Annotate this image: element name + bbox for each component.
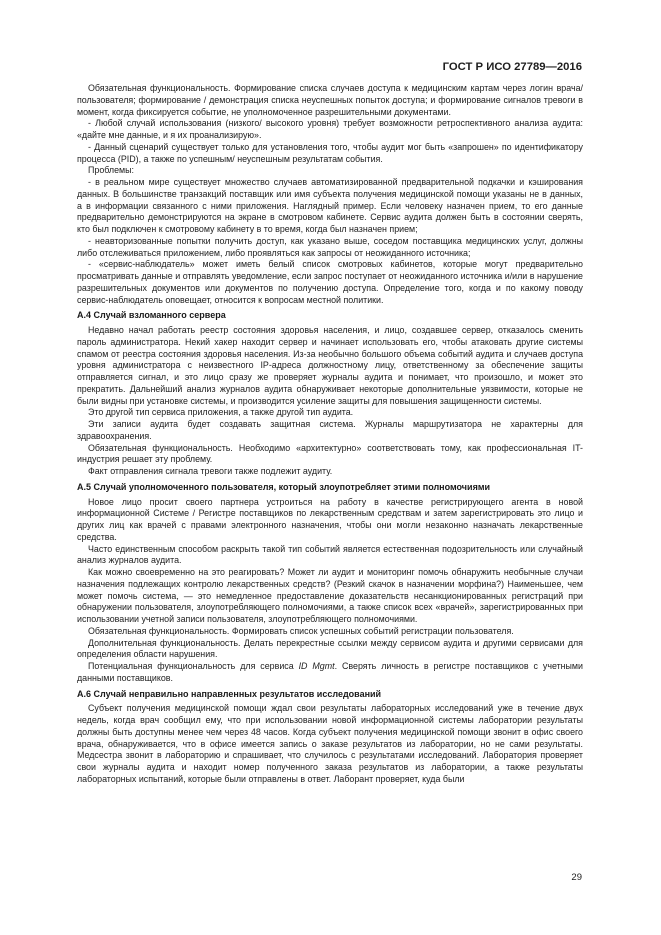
paragraph: Как можно своевременно на это реагировать? Может ли аудит и мониторинг помочь обнаружить необычные случаи назначения подлежащих контролю лекарственных средств? (Резкий скачок в назначении морфина?) Наименьшее, чем может помочь система, — это немедленное предоставление доказательств несанкционированных регистраций при обнаружении пользователя, злоупотребляющего полномочиями, а также список всех «врачей», зарегистрированных при использовании учетной записи пользователя, злоупотребляющего полномочиями. [77,567,583,624]
paragraph: - в реальном мире существует множество случаев автоматизированной предварительной подкачки и кэширования данных. В большинстве транзакций поставщик или имя субъекта получения медицинской помощи указаны не в данных, а в информации связанного с ними приложения. Наглядный пример. Если человеку назначен прием, то его данные предварительно демонстрируются на экране в смотровом кабинете. Сервис аудита должен быть в состоянии сверять, кто был подключен к смотровому кабинету в то время, когда был назначен прием; [77,177,583,234]
italic-term: ID Mgmt [298,661,335,671]
paragraph: Часто единственным способом раскрыть такой тип событий является естественная подозрительность или случайный анализ журналов аудита. [77,543,583,566]
paragraph: Дополнительная функциональность. Делать перекрестные ссылки между сервисом аудита и другими сервисами для определения области нарушения. [77,637,583,660]
document-code-header: ГОСТ Р ИСО 27789—2016 [442,61,582,73]
document-body [77,83,583,786]
paragraph: Проблемы: [88,165,134,176]
paragraph: Субъект получения медицинской помощи ждал свои результаты лабораторных исследований уже в течение двух недель, когда врач сообщил ему, что при использовании новой информационной системы лаборатории результаты должны быть доступны менее чем через 48 часов. Когда субъект получения медицинской помощи звонит в офис своего врача, обнаруживается, что в офисе имеется запись о заказе результатов из лаборатории, но не сами результаты. Медсестра звонит в лабораторию и спрашивает, что случилось с результатами исследований. Лаборатория проверяет свои журналы аудита и находит номер полученного заказа результатов из лаборатории, а также результаты лабораторных испытаний, которые были отправлены в ответ. Лаборант проверяет, куда были [77,703,583,784]
paragraph: Обязательная функциональность. Формирование списка случаев доступа к медицинским картам через логин врача/ пользователя; формирование / демонстрация списка неуспешных попыток доступа; и формирование сигналов тревоги в момент, когда фиксируется событие, не уполномоченное разрешительными документами. [77,83,583,117]
paragraph: Недавно начал работать реестр состояния здоровья населения, и лицо, создавшее сервер, отказалось сменить пароль администратора. Некий хакер находит сервер и начинает использовать его, чтобы атаковать другие системы спамом от реестра состояния здоровья населения. Из-за необычно большого объема событий аудита и случаев доступа уровня администратора с неизвестного IP-адреса должностному лицу, ответственному за обеспечение защиты отправляется сигнал, и это лицо сразу же проверяет журналы аудита и понимает, что произошло, и может это прекратить. Дальнейший анализ журналов аудита обнаруживает некоторые дополнительные уязвимости, которые не были видны при установке системы, и производится усиление защиты для повышения защищенности системы. [77,325,583,406]
paragraph: Эти записи аудита будет создавать защитная система. Журналы маршрутизатора не характерны для здравоохранения. [77,419,583,441]
paragraph: Обязательная функциональность. Формировать список успешных событий регистрации пользователя. [88,625,514,636]
section-heading-a4: А.4 Случай взломанного сервера [77,310,226,321]
text-run: Потенциальная функциональность для сервиса [88,661,299,671]
paragraph [77,661,583,685]
paragraph: - Данный сценарий существует только для установления того, чтобы аудит мог быть «запрошен» по идентификатору процесса (PID), а также по успешным/ неуспешным результатам события. [77,141,583,164]
paragraph: Обязательная функциональность. Необходимо «архитектурно» соответствовать тому, как профессиональная IT-индустрия решает эту проблему. [77,442,583,465]
section-heading-a5: А.5 Случай уполномоченного пользователя, который злоупотребляет этими полномочиями [77,481,491,492]
text-run: . Сверять личность в регистре поставщиков с учетными данными поставщиков. [77,661,583,683]
page-number: 29 [571,872,582,883]
paragraph: - неавторизованные попытки получить доступ, как указано выше, соседом поставщика медицинских услуг, должны либо отслеживаться приложением, либо проявляться как запросы от неожиданного источника; [77,235,583,258]
paragraph: Новое лицо просит своего партнера устроиться на работу в качестве регистрирующего агента в новой информационной Системе / Регистре поставщиков по лекарственным средствам и затем зарегистрировать это лицо и других лиц как врачей с правами электронного назначения, чтобы они могли незаконно назначать лекарственные средства. [77,496,583,542]
paragraph: Факт отправления сигнала тревоги также подлежит аудиту. [88,466,333,476]
paragraph: Это другой тип сервиса приложения, а также другой тип аудита. [88,407,354,418]
section-heading-a6: А.6 Случай неправильно направленных результатов исследований [77,688,382,699]
paragraph: - «сервис-наблюдатель» может иметь белый список смотровых кабинетов, которые могут предварительно просматривать данные и отправлять уведомление, если запрос поступает от неожиданного источника и/или в нарушение разрешительных документов или документов по получению доступа. Определение того, когда и по какому поводу сервис-наблюдатель оповещает, относится к вопросам местной политики. [77,259,583,305]
paragraph: - Любой случай использования (низкого/ высокого уровня) требует возможности ретроспективного анализа аудита: «дайте мне данные, и я их проанализирую». [77,118,583,140]
